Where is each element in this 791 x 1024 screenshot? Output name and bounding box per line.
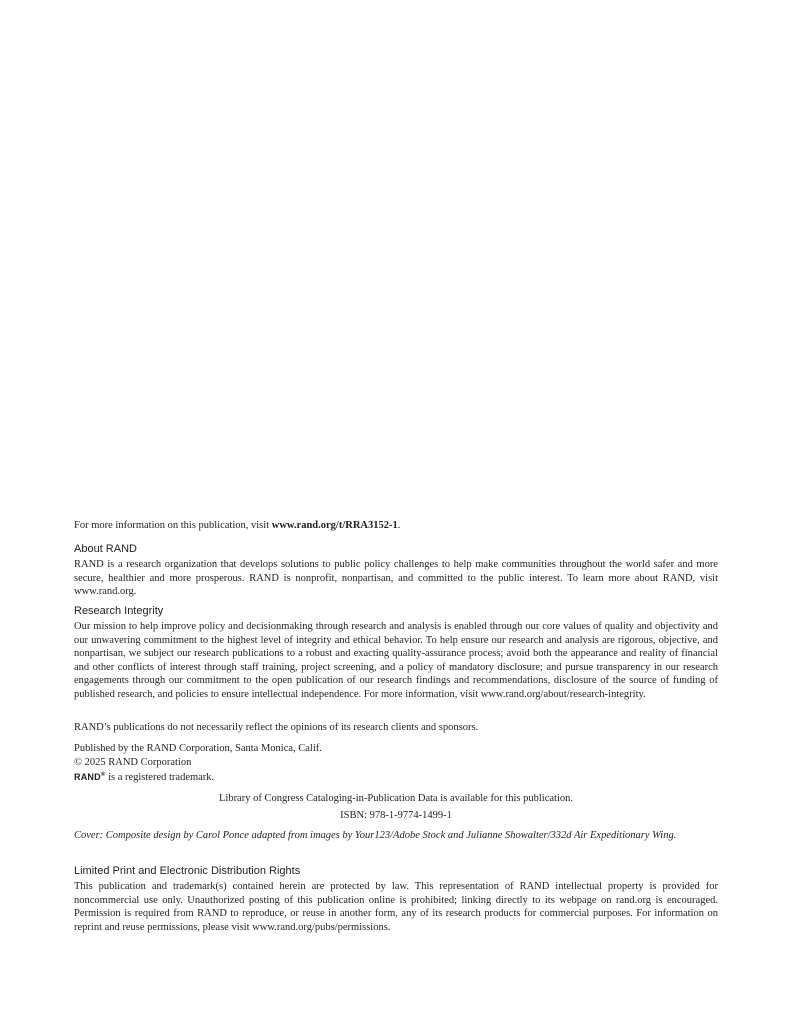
trademark-line <box>74 769 718 785</box>
about-rand-heading: About RAND <box>74 543 137 555</box>
more-info-prefix: For more information on this publication, visit <box>74 520 272 531</box>
distribution-rights-heading: Limited Print and Electronic Distribution Rights <box>74 865 301 877</box>
publication-url-link[interactable]: www.rand.org/t/RRA3152-1 <box>271 520 398 531</box>
more-info-suffix: . <box>397 520 401 531</box>
cover-credit: Cover: Composite design by Carol Ponce adapted from images by Your123/Adobe Stock and Julianne Showalter/332d Air Expeditionary Wing. <box>74 830 677 841</box>
copyright: © 2025 RAND Corporation <box>74 756 192 768</box>
distribution-rights-body: This publication and trademark(s) contained herein are protected by law. This representation of RAND intellectual property is provided for noncommercial use only. Unauthorized posting of this publication online is prohibited; linking directly to its webpage on rand.org is encouraged. Permission is required from RAND to reproduce, or reuse in another form, any of its research products for commercial purposes. For information on reprint and reuse permissions, please visit www.rand.org/pubs/permissions. <box>74 881 718 933</box>
disclaimer: RAND’s publications do not necessarily reflect the opinions of its research clients and sponsors. <box>74 722 479 733</box>
about-rand-body: RAND is a research organization that develops solutions to public policy challenges to help make communities throughout the world safer and more secure, healthier and more prosperous. RAND is nonprofit, nonpartisan, and committed to the public interest. To learn more about RAND, visit www.rand.org. <box>74 559 718 598</box>
research-integrity-body: Our mission to help improve policy and decisionmaking through research and analysis is enabled through our core values of quality and objectivity and our unwavering commitment to the highest level of integrity and ethical behavior. To help ensure our research and analysis are rigorous, objective, and nonpartisan, we subject our research publications to a robust and exacting quality-assurance process; avoid both the appearance and reality of financial and other conflicts of interest through staff training, project screening, and a policy of mandatory disclosure; and pursue transparency in our research engagements through our commitment to the open publication of our research findings and recommendations, disclosure of the source of funding of published research, and policies to ensure intellectual independence. For more information, visit www.rand.org/about/research-integrity. <box>74 621 718 700</box>
published-by: Published by the RAND Corporation, Santa Monica, Calif. <box>74 743 322 754</box>
about-rand-section <box>74 542 718 599</box>
publisher-info <box>74 742 718 785</box>
research-integrity-heading: Research Integrity <box>74 605 164 617</box>
isbn-line: ISBN: 978-1-9774-1499-1 <box>340 810 452 821</box>
distribution-rights-section <box>74 864 718 934</box>
rand-logo-mark: RAND® <box>74 772 106 783</box>
trademark-text: is a registered trademark. <box>105 772 215 784</box>
loc-line: Library of Congress Cataloging-in-Publication Data is available for this publication. <box>218 793 573 804</box>
research-integrity-section <box>74 604 718 702</box>
more-info-line <box>74 519 718 533</box>
